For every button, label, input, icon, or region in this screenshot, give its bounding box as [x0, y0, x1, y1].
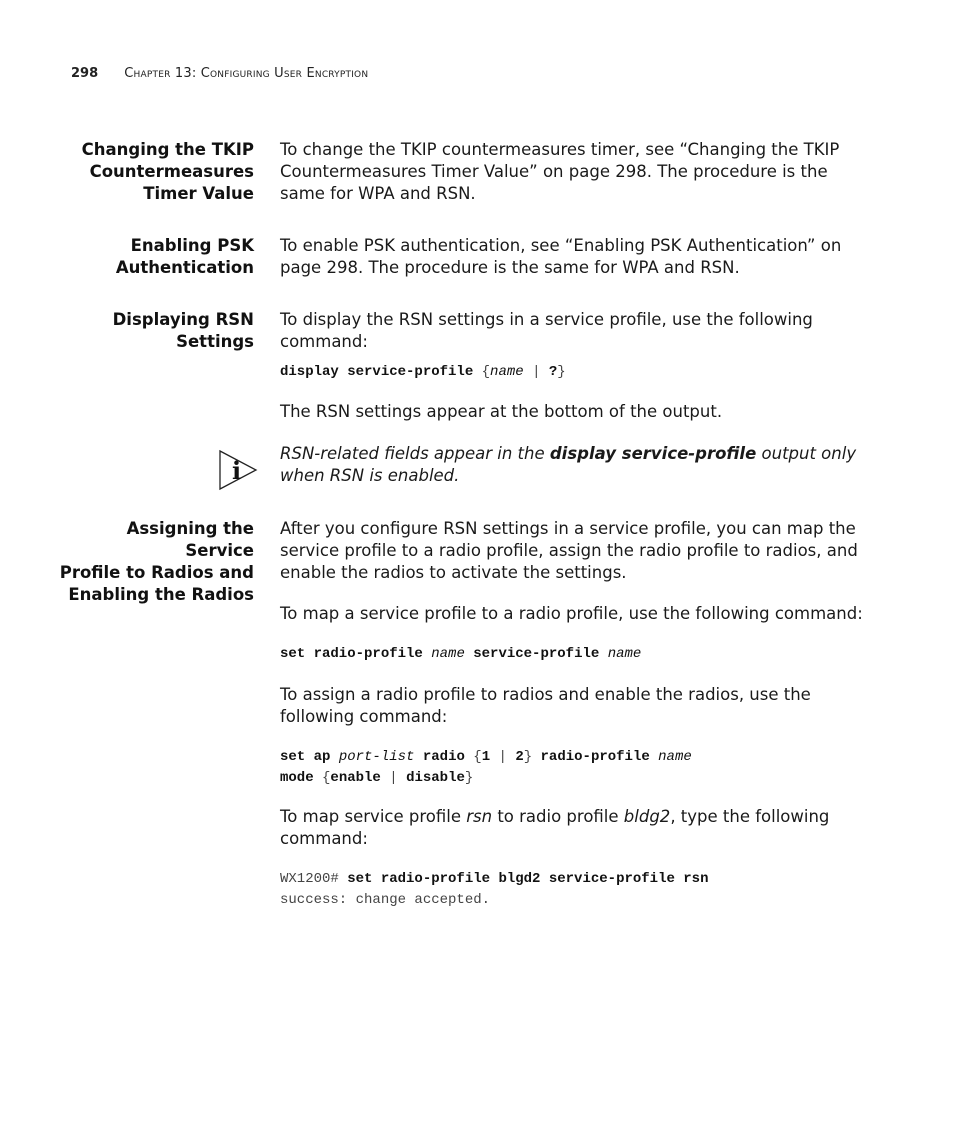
- command-arg: name: [658, 749, 692, 765]
- command-example: [280, 869, 870, 911]
- brace: {: [473, 749, 482, 765]
- italic-term: bldg2: [623, 807, 671, 826]
- heading-line: Countermeasures: [89, 162, 254, 181]
- command-keyword: display service-profile: [280, 364, 474, 380]
- paragraph: After you configure RSN settings in a service profile, you can map the service profile to a radio profile, assign the radio profile to radios, and enable the radios to activate the settings.: [280, 519, 858, 582]
- paragraph: To map a service profile to a radio profile, use the following command:: [280, 604, 863, 623]
- note-command: display service-profile: [549, 444, 757, 463]
- heading-line: Enabling the Radios: [68, 585, 254, 604]
- command-syntax: [280, 362, 870, 383]
- command-arg: port-list: [338, 749, 415, 765]
- paragraph: [280, 806, 870, 850]
- command-keyword: mode: [280, 770, 314, 786]
- section-body: [280, 139, 870, 205]
- heading-line: Enabling PSK: [130, 236, 254, 255]
- command-keyword: ?: [548, 364, 558, 380]
- heading-line: Timer Value: [143, 184, 254, 203]
- info-icon: [216, 449, 260, 493]
- heading-line: Displaying RSN: [112, 310, 254, 329]
- section-heading: [54, 309, 254, 353]
- section-heading: [54, 518, 254, 606]
- heading-line: Assigning the Service: [126, 519, 254, 560]
- italic-term: rsn: [466, 807, 493, 826]
- command-keyword: 2: [515, 749, 524, 765]
- heading-line: Authentication: [115, 258, 254, 277]
- section-heading: [54, 139, 254, 205]
- heading-line: Changing the TKIP: [81, 140, 254, 159]
- heading-line: Settings: [176, 332, 254, 351]
- text-part: , type the following command:: [280, 807, 830, 848]
- command-keyword: enable: [330, 770, 381, 786]
- heading-line: Profile to Radios and: [59, 563, 254, 582]
- paragraph: To change the TKIP countermeasures timer, see “Changing the TKIP Countermeasures Timer Value” on page 298. The procedure is the same for WPA and RSN.: [280, 140, 840, 203]
- brace: {: [322, 770, 331, 786]
- cli-prompt: WX1200#: [280, 871, 339, 887]
- brace: {: [481, 364, 491, 380]
- separator: |: [389, 770, 398, 786]
- paragraph: The RSN settings appear at the bottom of the output.: [280, 402, 723, 421]
- command-keyword: radio: [422, 749, 465, 765]
- command-keyword: disable: [406, 770, 465, 786]
- separator: |: [532, 364, 541, 380]
- section-body: [280, 235, 870, 279]
- note-text-part: output only when RSN is enabled.: [280, 444, 857, 485]
- svg-text:i: i: [232, 456, 242, 485]
- command-keyword: 1: [481, 749, 491, 765]
- page-number: 298: [71, 66, 99, 81]
- section-body: [280, 309, 870, 423]
- brace: }: [523, 749, 533, 765]
- command-syntax: [280, 747, 870, 789]
- command-keyword: service-profile: [473, 646, 600, 662]
- section-body: [280, 518, 870, 911]
- note-text: [280, 443, 870, 487]
- command-keyword: set radio-profile: [280, 646, 423, 662]
- command-keyword: set radio-profile blgd2 service-profile rsn: [347, 871, 709, 887]
- paragraph: To display the RSN settings in a service profile, use the following command:: [280, 310, 813, 351]
- command-keyword: set ap: [280, 749, 331, 765]
- section-heading: [54, 235, 254, 279]
- command-arg: name: [431, 646, 465, 662]
- command-keyword: radio-profile: [540, 749, 650, 765]
- text-part: to radio profile: [492, 807, 624, 826]
- separator: |: [498, 749, 507, 765]
- brace: }: [557, 364, 566, 380]
- brace: }: [464, 770, 474, 786]
- cli-output: success: change accepted.: [280, 892, 491, 908]
- text-part: To map service profile: [280, 807, 467, 826]
- chapter-title: Chapter 13: Configuring User Encryption: [124, 66, 369, 81]
- paragraph: To enable PSK authentication, see “Enabling PSK Authentication” on page 298. The procedure is the same for WPA and RSN.: [280, 236, 842, 277]
- note-paragraph: [280, 443, 870, 487]
- running-header: [71, 66, 368, 81]
- note-text-part: RSN-related fields appear in the: [280, 444, 550, 463]
- paragraph: To assign a radio profile to radios and enable the radios, use the following command:: [280, 685, 811, 726]
- command-arg: name: [490, 364, 524, 380]
- command-syntax: [280, 644, 870, 665]
- command-arg: name: [607, 646, 642, 662]
